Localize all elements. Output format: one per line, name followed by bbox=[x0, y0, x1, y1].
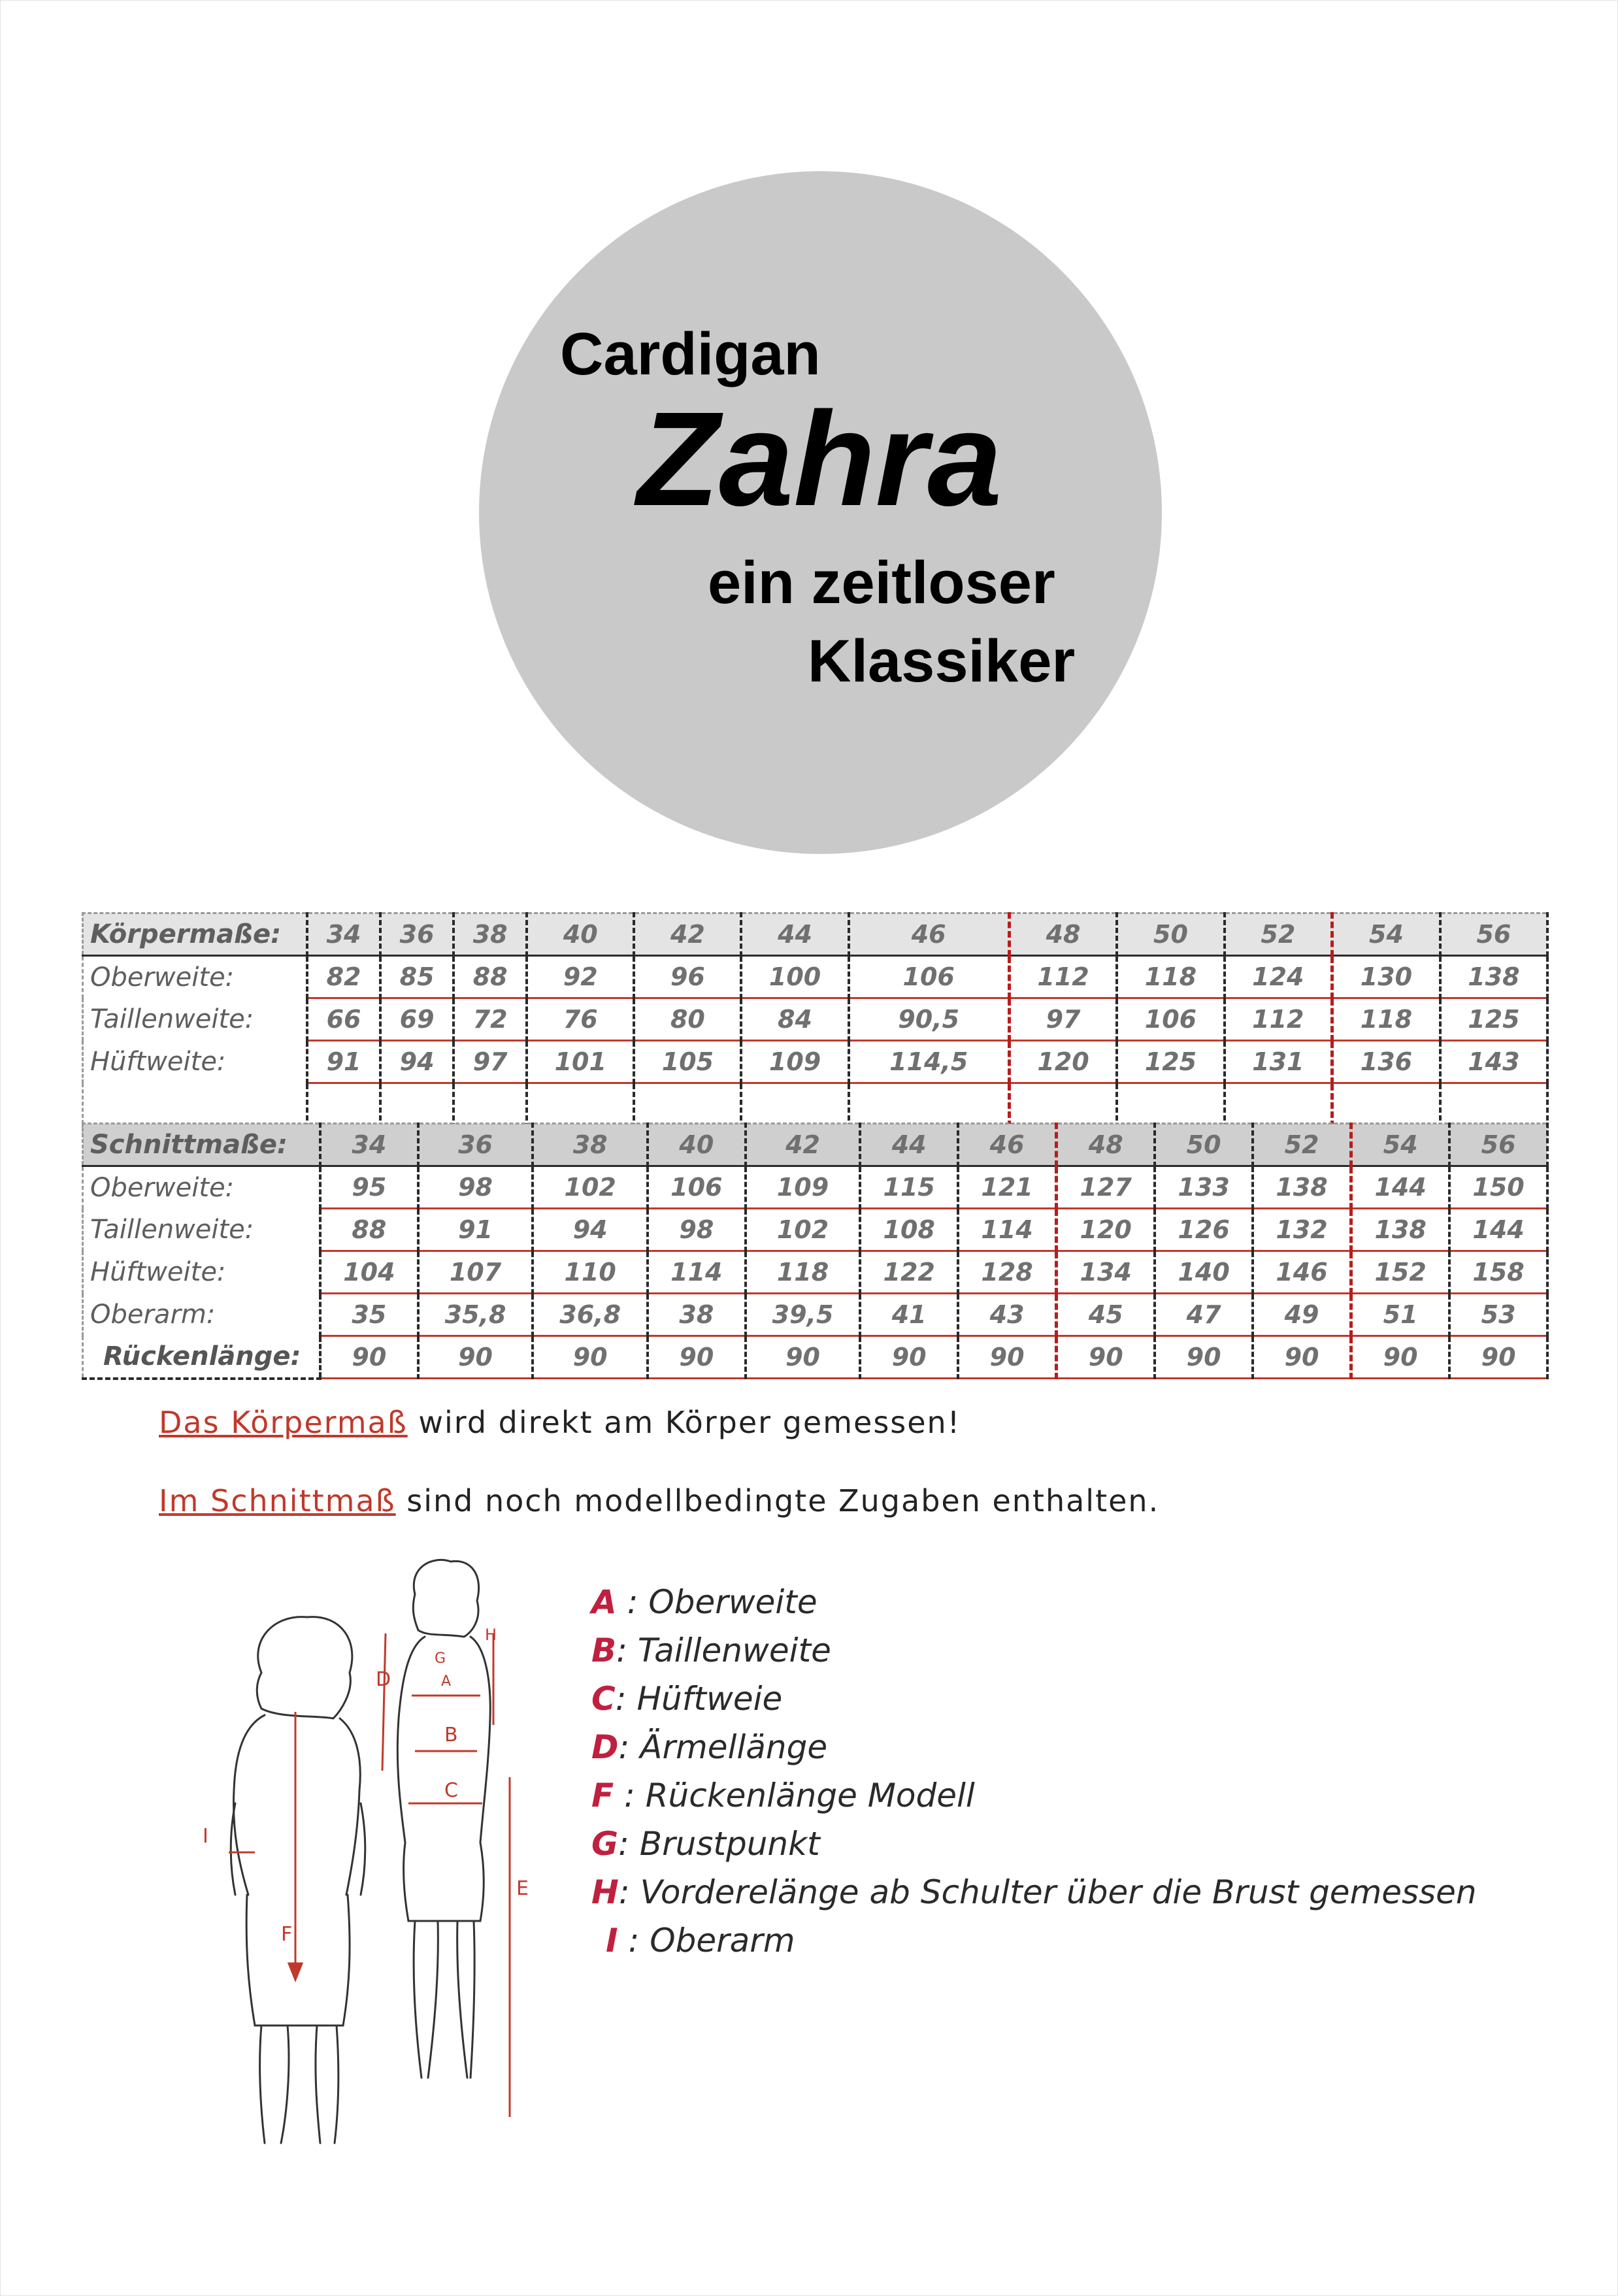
size-header-cell: 34 bbox=[320, 1124, 418, 1166]
measurement-cell: 49 bbox=[1253, 1294, 1351, 1336]
row-label: Rückenlänge: bbox=[83, 1336, 321, 1379]
row-label: Taillenweite: bbox=[83, 998, 308, 1041]
note-pattern-measure bbox=[159, 1483, 1159, 1518]
label-b-front: B bbox=[444, 1724, 458, 1747]
measurement-cell: 146 bbox=[1253, 1251, 1351, 1294]
size-header-cell: 50 bbox=[1155, 1124, 1253, 1166]
legend-separator: : bbox=[618, 1873, 640, 1911]
measurement-cell: 102 bbox=[746, 1209, 861, 1251]
size-header-cell: 46 bbox=[958, 1124, 1057, 1166]
size-header-cell: 38 bbox=[533, 1124, 648, 1166]
size-header-cell: 38 bbox=[454, 913, 527, 956]
measurement-cell: 134 bbox=[1057, 1251, 1155, 1294]
legend-text: Oberarm bbox=[650, 1922, 795, 1960]
back-figure-torso bbox=[233, 1715, 360, 1895]
measurement-cell: 82 bbox=[307, 956, 380, 998]
measurement-cell: 47 bbox=[1155, 1294, 1253, 1336]
measurement-cell: 138 bbox=[1440, 956, 1547, 998]
table-row bbox=[83, 1336, 1548, 1379]
measurement-cell: 125 bbox=[1440, 998, 1547, 1041]
label-f-back: F bbox=[281, 1923, 293, 1946]
measurement-cell: 90 bbox=[1351, 1336, 1450, 1379]
measurement-cell: 138 bbox=[1253, 1166, 1351, 1209]
legend-key: I bbox=[606, 1922, 618, 1960]
measurement-cell: 97 bbox=[1009, 998, 1117, 1041]
measurement-cell: 96 bbox=[634, 956, 741, 998]
measurement-cell: 114,5 bbox=[849, 1041, 1010, 1083]
legend-key: G bbox=[591, 1825, 619, 1863]
table-row bbox=[83, 998, 1548, 1041]
measurement-cell: 90 bbox=[1057, 1336, 1155, 1379]
legend-key: A bbox=[591, 1583, 617, 1621]
legend-text: Brustpunkt bbox=[639, 1825, 820, 1863]
table-row bbox=[83, 1251, 1548, 1294]
measurement-figure-illustration bbox=[183, 1555, 588, 2156]
title-zahra: Zahra bbox=[637, 384, 1002, 534]
size-header-cell: 36 bbox=[380, 913, 454, 956]
measurement-cell: 53 bbox=[1449, 1294, 1547, 1336]
table-row bbox=[83, 1209, 1548, 1251]
measurement-cell: 143 bbox=[1440, 1041, 1547, 1083]
table-row bbox=[83, 1166, 1548, 1209]
legend-item bbox=[591, 1820, 1477, 1868]
legend-item bbox=[591, 1916, 1477, 1965]
back-figure-arms bbox=[231, 1803, 365, 1895]
legend-separator: : bbox=[615, 1680, 637, 1718]
table-row bbox=[83, 1294, 1548, 1336]
measurement-cell: 114 bbox=[958, 1209, 1057, 1251]
measurement-cell: 45 bbox=[1057, 1294, 1155, 1336]
measurement-cell: 90 bbox=[1253, 1336, 1351, 1379]
back-figure-hair bbox=[257, 1617, 352, 1718]
measurement-cell: 88 bbox=[320, 1209, 418, 1251]
measurement-cell: 127 bbox=[1057, 1166, 1155, 1209]
measurement-cell: 136 bbox=[1332, 1041, 1440, 1083]
note-body-highlight: Das Körpermaß bbox=[159, 1405, 408, 1440]
measurement-cell: 100 bbox=[741, 956, 848, 998]
measurement-cell: 97 bbox=[454, 1041, 527, 1083]
measurement-cell: 140 bbox=[1155, 1251, 1253, 1294]
measurement-cell: 80 bbox=[634, 998, 741, 1041]
measurement-cell: 84 bbox=[741, 998, 848, 1041]
table-header-label: Körpermaße: bbox=[83, 913, 308, 956]
measurement-cell: 90 bbox=[1155, 1336, 1253, 1379]
measurement-legend bbox=[591, 1578, 1477, 1965]
legend-item bbox=[591, 1723, 1477, 1771]
measurement-cell: 158 bbox=[1449, 1251, 1547, 1294]
row-label: Hüftweite: bbox=[83, 1251, 321, 1294]
legend-text: Vorderelänge ab Schulter über die Brust gemessen bbox=[640, 1873, 1477, 1911]
row-label: Oberarm: bbox=[83, 1294, 321, 1336]
size-header-cell: 50 bbox=[1117, 913, 1224, 956]
measurement-cell: 106 bbox=[1117, 998, 1224, 1041]
measurement-cell: 90 bbox=[533, 1336, 648, 1379]
sleeve-length-line bbox=[382, 1633, 386, 1771]
pattern-measurements-table bbox=[82, 1123, 1549, 1380]
measurement-cell: 152 bbox=[1351, 1251, 1450, 1294]
label-i-left: I bbox=[203, 1825, 208, 1848]
back-figure-dress bbox=[246, 1895, 350, 2025]
size-header-cell: 44 bbox=[741, 913, 848, 956]
legend-separator: : bbox=[616, 1632, 638, 1669]
measurement-cell: 115 bbox=[860, 1166, 958, 1209]
note-pattern-text: sind noch modellbedingte Zugaben enthalten. bbox=[395, 1483, 1160, 1518]
legend-key: H bbox=[591, 1873, 619, 1911]
measurement-cell: 90 bbox=[958, 1336, 1057, 1379]
measurement-cell: 88 bbox=[454, 956, 527, 998]
legend-separator: : bbox=[618, 1922, 650, 1960]
measurement-cell: 41 bbox=[860, 1294, 958, 1336]
measurement-cell: 76 bbox=[527, 998, 634, 1041]
legend-separator: : bbox=[618, 1825, 640, 1863]
measurement-cell: 109 bbox=[741, 1041, 848, 1083]
title-subtitle-1: ein zeitloser bbox=[708, 549, 1055, 616]
legend-text: Rückenlänge Modell bbox=[645, 1777, 975, 1814]
measurement-cell: 125 bbox=[1117, 1041, 1224, 1083]
legend-text: Oberweite bbox=[648, 1583, 817, 1621]
size-header-cell: 56 bbox=[1440, 913, 1547, 956]
measurement-cell: 150 bbox=[1449, 1166, 1547, 1209]
table-header-row bbox=[83, 1124, 1548, 1166]
size-header-cell: 42 bbox=[746, 1124, 861, 1166]
size-header-cell: 44 bbox=[860, 1124, 958, 1166]
measurement-cell: 132 bbox=[1253, 1209, 1351, 1251]
legend-separator: : bbox=[616, 1583, 649, 1621]
size-header-cell: 40 bbox=[527, 913, 634, 956]
legend-key: B bbox=[591, 1632, 617, 1669]
measurement-cell: 91 bbox=[418, 1209, 533, 1251]
measurement-cell: 105 bbox=[634, 1041, 741, 1083]
label-c-front: C bbox=[444, 1779, 458, 1802]
measurement-cell: 109 bbox=[746, 1166, 861, 1209]
measurement-cell: 121 bbox=[958, 1166, 1057, 1209]
body-measurements-table bbox=[82, 912, 1549, 1136]
measurement-cell: 114 bbox=[648, 1251, 746, 1294]
legend-separator: : bbox=[614, 1777, 646, 1814]
measurement-cell: 98 bbox=[418, 1166, 533, 1209]
measurement-cell: 118 bbox=[1117, 956, 1224, 998]
measurement-cell: 38 bbox=[648, 1294, 746, 1336]
label-a-front: A bbox=[441, 1673, 452, 1690]
note-pattern-highlight: Im Schnittmaß bbox=[159, 1483, 396, 1518]
legend-text: Hüftweie bbox=[636, 1680, 783, 1718]
title-subtitle-2: Klassiker bbox=[808, 628, 1076, 695]
measurement-cell: 39,5 bbox=[746, 1294, 861, 1336]
size-header-cell: 52 bbox=[1225, 913, 1332, 956]
measurement-cell: 118 bbox=[746, 1251, 861, 1294]
size-header-cell: 48 bbox=[1057, 1124, 1155, 1166]
size-header-cell: 42 bbox=[634, 913, 741, 956]
measurement-cell: 112 bbox=[1009, 956, 1117, 998]
measurement-cell: 104 bbox=[320, 1251, 418, 1294]
size-header-cell: 54 bbox=[1351, 1124, 1450, 1166]
measurement-cell: 110 bbox=[533, 1251, 648, 1294]
title-cardigan: Cardigan bbox=[560, 321, 821, 387]
legend-key: C bbox=[591, 1680, 616, 1718]
measurement-cell: 130 bbox=[1332, 956, 1440, 998]
measurement-cell: 144 bbox=[1351, 1166, 1450, 1209]
measurement-cell: 118 bbox=[1332, 998, 1440, 1041]
measurement-cell: 107 bbox=[418, 1251, 533, 1294]
measurement-cell: 91 bbox=[307, 1041, 380, 1083]
measurement-cell: 66 bbox=[307, 998, 380, 1041]
size-header-cell: 56 bbox=[1449, 1124, 1547, 1166]
label-h-front: H bbox=[485, 1626, 497, 1644]
front-figure-legs bbox=[414, 1921, 474, 2078]
size-header-cell: 52 bbox=[1253, 1124, 1351, 1166]
legend-separator: : bbox=[618, 1728, 640, 1766]
measurement-cell: 108 bbox=[860, 1209, 958, 1251]
legend-key: D bbox=[591, 1728, 619, 1766]
size-header-cell: 46 bbox=[849, 913, 1010, 956]
front-figure-hair bbox=[413, 1560, 478, 1637]
note-body-measure bbox=[159, 1405, 961, 1440]
measurement-cell: 102 bbox=[533, 1166, 648, 1209]
legend-text: Ärmellänge bbox=[640, 1728, 828, 1766]
measurement-cell: 144 bbox=[1449, 1209, 1547, 1251]
row-label: Taillenweite: bbox=[83, 1209, 321, 1251]
measurement-cell: 95 bbox=[320, 1166, 418, 1209]
table-row bbox=[83, 1041, 1548, 1083]
measurement-cell: 112 bbox=[1225, 998, 1332, 1041]
label-e-front: E bbox=[516, 1877, 529, 1900]
row-label: Hüftweite: bbox=[83, 1041, 308, 1083]
legend-item bbox=[591, 1626, 1477, 1675]
measurement-cell: 131 bbox=[1225, 1041, 1332, 1083]
legend-item bbox=[591, 1578, 1477, 1626]
measurement-cell: 43 bbox=[958, 1294, 1057, 1336]
row-label: Oberweite: bbox=[83, 956, 308, 998]
measurement-cell: 133 bbox=[1155, 1166, 1253, 1209]
size-header-cell: 40 bbox=[648, 1124, 746, 1166]
measurement-cell: 90 bbox=[418, 1336, 533, 1379]
size-header-cell: 48 bbox=[1009, 913, 1117, 956]
row-label: Oberweite: bbox=[83, 1166, 321, 1209]
legend-text: Taillenweite bbox=[637, 1632, 831, 1669]
measurement-cell: 94 bbox=[533, 1209, 648, 1251]
measurement-cell: 69 bbox=[380, 998, 454, 1041]
measurement-cell: 90 bbox=[320, 1336, 418, 1379]
measurement-cell: 90 bbox=[648, 1336, 746, 1379]
measurement-cell: 92 bbox=[527, 956, 634, 998]
measurement-cell: 85 bbox=[380, 956, 454, 998]
front-figure-dress bbox=[404, 1843, 484, 1921]
measurement-cell: 120 bbox=[1009, 1041, 1117, 1083]
size-header-cell: 34 bbox=[307, 913, 380, 956]
back-length-arrowhead bbox=[289, 1963, 302, 1980]
measurement-cell: 98 bbox=[648, 1209, 746, 1251]
note-body-text: wird direkt am Körper gemessen! bbox=[407, 1405, 961, 1440]
table-header-row bbox=[83, 913, 1548, 956]
measurement-cell: 138 bbox=[1351, 1209, 1450, 1251]
label-g-front: G bbox=[435, 1650, 446, 1667]
legend-key: F bbox=[591, 1777, 614, 1814]
measurement-cell: 126 bbox=[1155, 1209, 1253, 1251]
measurement-cell: 120 bbox=[1057, 1209, 1155, 1251]
measurement-cell: 35 bbox=[320, 1294, 418, 1336]
measurement-cell: 35,8 bbox=[418, 1294, 533, 1336]
table-row bbox=[83, 956, 1548, 998]
label-d-left: D bbox=[376, 1668, 391, 1691]
measurement-cell: 90 bbox=[746, 1336, 861, 1379]
measurement-cell: 122 bbox=[860, 1251, 958, 1294]
legend-item bbox=[591, 1675, 1477, 1723]
size-header-cell: 36 bbox=[418, 1124, 533, 1166]
legend-item bbox=[591, 1771, 1477, 1820]
measurement-cell: 90 bbox=[1449, 1336, 1547, 1379]
measurement-cell: 72 bbox=[454, 998, 527, 1041]
measurement-cell: 128 bbox=[958, 1251, 1057, 1294]
measurement-cell: 51 bbox=[1351, 1294, 1450, 1336]
measurement-cell: 90,5 bbox=[849, 998, 1010, 1041]
measurement-cell: 124 bbox=[1225, 956, 1332, 998]
table-header-label: Schnittmaße: bbox=[83, 1124, 321, 1166]
legend-item bbox=[591, 1868, 1477, 1916]
measurement-cell: 90 bbox=[860, 1336, 958, 1379]
measurement-cell: 94 bbox=[380, 1041, 454, 1083]
measurement-cell: 106 bbox=[648, 1166, 746, 1209]
size-header-cell: 54 bbox=[1332, 913, 1440, 956]
back-figure-legs bbox=[260, 2025, 338, 2143]
measurement-cell: 106 bbox=[849, 956, 1010, 998]
measurement-cell: 101 bbox=[527, 1041, 634, 1083]
measurement-cell: 36,8 bbox=[533, 1294, 648, 1336]
